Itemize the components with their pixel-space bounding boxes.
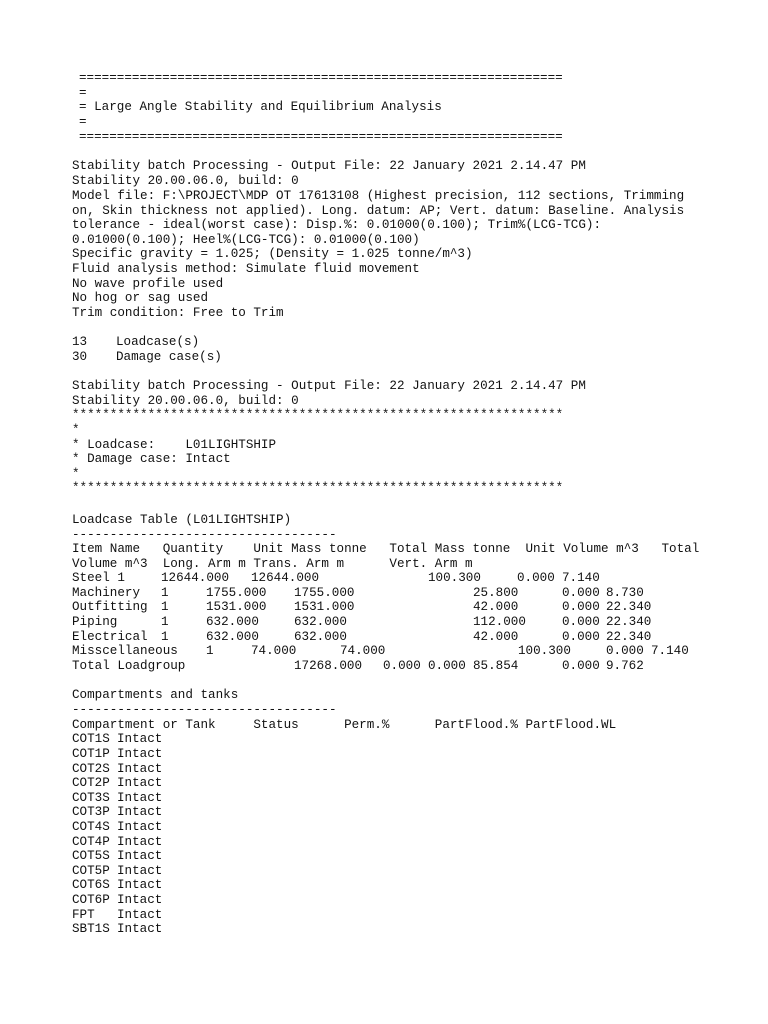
table-cell-vert: 25.800 [473,586,519,600]
compartment-name: FPT [72,908,95,922]
output-file-line: Stability batch Processing - Output File: 22 January 2021 2.14.47 PM [72,379,586,393]
damage-count-label: Damage case(s) [116,350,222,364]
compartment-status: Intact [117,805,163,819]
specific-gravity-line: Specific gravity = 1.025; (Density = 1.025 tonne/m^3) [72,247,473,261]
star-line: * [72,467,80,481]
compartment-status: Intact [117,908,163,922]
compartment-name: SBT1S [72,922,110,936]
star-rule: ***************************************************************** [72,408,564,422]
table-cell-name: Steel 1 [72,571,125,585]
table-cell-long: 8.730 [606,586,644,600]
table-cell-name: Piping [72,615,118,629]
table-cell-name: Machinery [72,586,141,600]
table-cell-long: 22.340 [606,615,652,629]
compartment-status: Intact [117,922,163,936]
table-cell-unit-mass: 632.000 [206,630,259,644]
table-total-value: 0.000 [383,659,421,673]
compartment-status: Intact [117,878,163,892]
compartment-name: COT2S [72,762,110,776]
header-rule-top: ================================================================ [79,71,563,85]
table-cell-long: 7.140 [651,644,689,658]
loadcase-table-title: Loadcase Table (L01LIGHTSHIP) [72,513,292,527]
table-cell-trans: 0.000 [562,586,600,600]
compartment-name: COT2P [72,776,110,790]
compartments-header: Compartment or Tank Status Perm.% PartFlood.% PartFlood.WL [72,718,617,732]
table-cell-unit-mass: 1755.000 [206,586,267,600]
compartment-status: Intact [117,835,163,849]
compartment-status: Intact [117,864,163,878]
compartment-name: COT5S [72,849,110,863]
header-rule-bottom: ================================================================ [79,130,563,144]
table-rule: ----------------------------------- [72,528,337,542]
compartment-status: Intact [117,849,163,863]
damage-count: 30 [72,350,88,364]
table-cell-quantity: 12644.000 [161,571,230,585]
table-cell-quantity: 1 [161,586,169,600]
table-total-long: 9.762 [606,659,644,673]
compartment-status: Intact [117,776,163,790]
table-cell-vert: 42.000 [473,630,519,644]
table-cell-name: Electrical [72,630,148,644]
compartments-rule: ----------------------------------- [72,703,337,717]
header-blank-line: = [79,115,87,129]
report-title: = Large Angle Stability and Equilibrium Analysis [79,100,442,114]
compartment-name: COT3P [72,805,110,819]
compartment-status: Intact [117,762,163,776]
output-file-line: Stability batch Processing - Output File: 22 January 2021 2.14.47 PM [72,159,586,173]
compartment-name: COT4P [72,835,110,849]
hog-sag-line: No hog or sag used [72,291,209,305]
table-cell-vert: 100.300 [428,571,481,585]
table-header: Volume m^3 Long. Arm m Trans. Arm m Vert. Arm m [72,557,473,571]
table-cell-quantity: 1 [161,630,169,644]
table-cell-long: 7.140 [562,571,600,585]
table-cell-quantity: 1 [206,644,214,658]
table-total-trans: 0.000 [562,659,600,673]
table-total-name: Total Loadgroup [72,659,186,673]
table-cell-quantity: 1 [161,600,169,614]
table-cell-total-mass: 632.000 [294,630,347,644]
table-cell-total-mass: 1755.000 [294,586,355,600]
table-cell-total-mass: 74.000 [340,644,386,658]
loadcase-count-label: Loadcase(s) [116,335,200,349]
compartment-name: COT3S [72,791,110,805]
model-file-line: tolerance - ideal(worst case): Disp.%: 0.01000(0.100); Trim%(LCG-TCG): [72,218,602,232]
table-cell-total-mass: 632.000 [294,615,347,629]
table-cell-total-mass: 1531.000 [294,600,355,614]
header-blank-line: = [79,86,87,100]
compartment-name: COT4S [72,820,110,834]
loadcase-count: 13 [72,335,88,349]
wave-profile-line: No wave profile used [72,277,224,291]
table-header: Item Name Quantity Unit Mass tonne Total Mass tonne Unit Volume m^3 Total [72,542,700,556]
table-cell-unit-mass: 632.000 [206,615,259,629]
compartment-name: COT6P [72,893,110,907]
model-file-line: Model file: F:\PROJECT\MDP OT 17613108 (Highest precision, 112 sections, Trimming [72,189,685,203]
table-total-value: 0.000 [428,659,466,673]
table-cell-trans: 0.000 [562,600,600,614]
damage-case-name: * Damage case: Intact [72,452,231,466]
trim-condition-line: Trim condition: Free to Trim [72,306,284,320]
table-cell-vert: 100.300 [518,644,571,658]
compartment-name: COT6S [72,878,110,892]
table-total-mass: 17268.000 [294,659,363,673]
table-cell-vert: 42.000 [473,600,519,614]
star-line: * [72,423,80,437]
compartment-name: COT1P [72,747,110,761]
table-cell-vert: 112.000 [473,615,526,629]
compartment-status: Intact [117,893,163,907]
model-file-line: on, Skin thickness not applied). Long. datum: AP; Vert. datum: Baseline. Analysis [72,204,685,218]
table-cell-trans: 0.000 [562,615,600,629]
table-cell-quantity: 1 [161,615,169,629]
version-line: Stability 20.00.06.0, build: 0 [72,394,299,408]
compartment-status: Intact [117,747,163,761]
star-rule: ***************************************************************** [72,481,564,495]
compartment-status: Intact [117,791,163,805]
compartment-name: COT5P [72,864,110,878]
table-cell-long: 22.340 [606,630,652,644]
fluid-method-line: Fluid analysis method: Simulate fluid movement [72,262,420,276]
compartment-name: COT1S [72,732,110,746]
loadcase-name: * Loadcase: L01LIGHTSHIP [72,438,277,452]
version-line: Stability 20.00.06.0, build: 0 [72,174,299,188]
table-cell-name: Outfitting [72,600,148,614]
table-cell-long: 22.340 [606,600,652,614]
model-file-line: 0.01000(0.100); Heel%(LCG-TCG): 0.01000(0.100) [72,233,420,247]
table-cell-name: Misscellaneous [72,644,178,658]
compartments-title: Compartments and tanks [72,688,239,702]
table-cell-trans: 0.000 [562,630,600,644]
table-cell-unit-mass: 1531.000 [206,600,267,614]
table-cell-unit-mass: 74.000 [251,644,297,658]
table-cell-unit-mass: 12644.000 [251,571,320,585]
table-total-value: 85.854 [473,659,519,673]
table-cell-trans: 0.000 [606,644,644,658]
table-cell-trans: 0.000 [517,571,555,585]
compartment-status: Intact [117,820,163,834]
compartment-status: Intact [117,732,163,746]
